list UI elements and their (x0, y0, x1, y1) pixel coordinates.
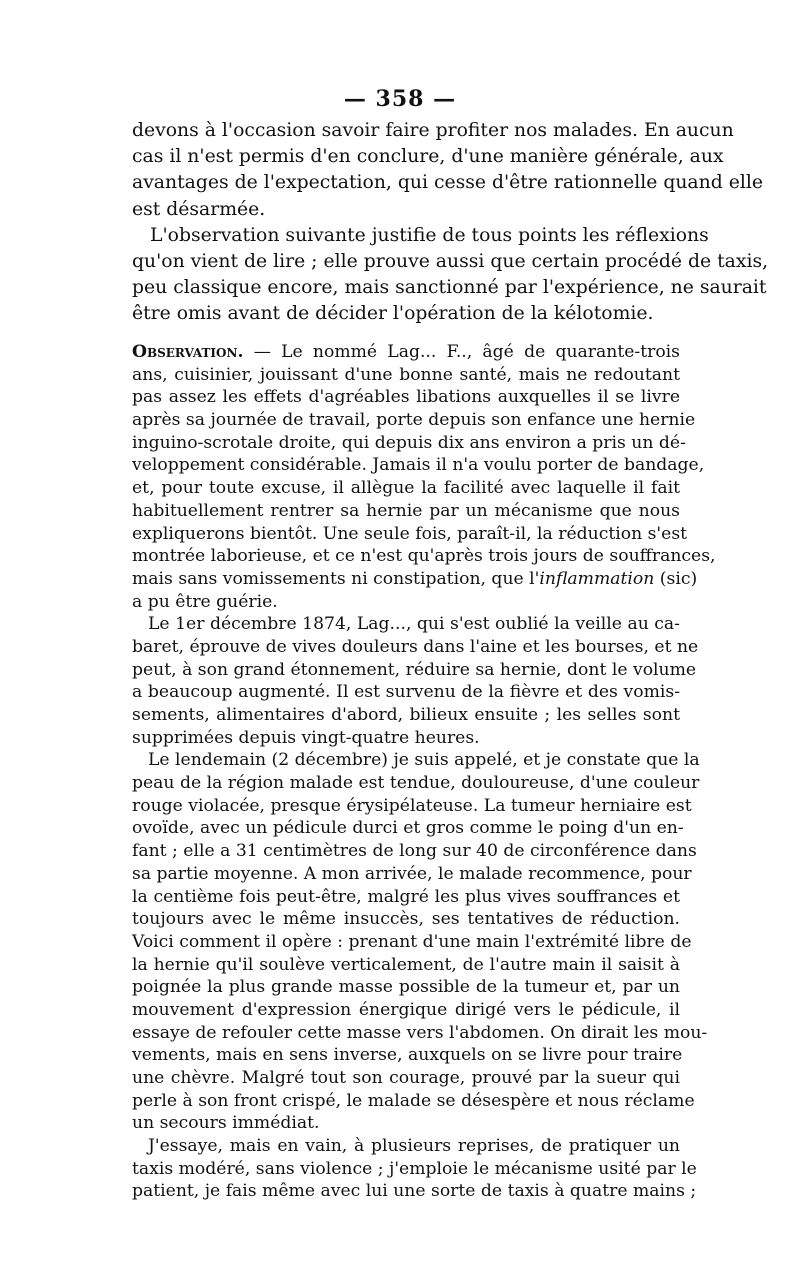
text-line: la hernie qu'il soulève verticalement, de l'autre main il saisit à (132, 954, 680, 975)
observation-paragraphs (132, 341, 716, 1203)
text-line: sa partie moyenne. A mon arrivée, le malade recommence, pour (132, 863, 692, 884)
text-line: ans, cuisinier, jouissant d'une bonne santé, mais ne redoutant (132, 364, 680, 385)
text-line: a beaucoup augmenté. Il est survenu de la fièvre et des vomis- (132, 682, 680, 703)
text-line: mouvement d'expression énergique dirigé vers le pédicule, il (132, 999, 680, 1020)
inflammation-line-end: (sic) (654, 568, 698, 589)
text-line: J'essaye, mais en vain, à plusieurs reprises, de pratiquer un (148, 1136, 680, 1157)
text-line: être omis avant de décider l'opération de la kélotomie. (132, 303, 654, 325)
text-line: a pu être guérie. (132, 591, 278, 612)
text-line: peut, à son grand étonnement, réduire sa hernie, dont le volume (132, 659, 697, 680)
text-line: vements, mais en sens inverse, auxquels on se livre pour traire (132, 1045, 683, 1066)
text-line: rouge violacée, presque érysipélateuse. La tumeur herniaire est (132, 795, 692, 816)
text-line: et, pour toute excuse, il allègue la facilité avec laquelle il fait (132, 478, 680, 499)
text-line: inguino-scrotale droite, qui depuis dix ans environ a pris un dé- (132, 432, 686, 453)
text-line: supprimées depuis vingt-quatre heures. (132, 727, 480, 748)
text-line: taxis modéré, sans violence ; j'emploie le mécanisme usité par le (132, 1158, 697, 1179)
text-line: qu'on vient de lire ; elle prouve aussi que certain procédé de taxis, (132, 250, 769, 272)
text-line: L'observation suivante justifie de tous points les réflexions (150, 224, 709, 246)
text-line: perle à son front crispé, le malade se désespère et nous réclame (132, 1090, 695, 1111)
text-line: poignée la plus grande masse possible de la tumeur et, par un (132, 977, 680, 998)
observation-first-line-text: — Le nommé Lag... F.., âgé de quarante-trois (243, 342, 680, 362)
text-line: ovoïde, avec un pédicule durci et gros comme le poing d'un en- (132, 818, 684, 839)
page-number: — 358 — (343, 86, 457, 112)
observation-heading: Observation. (132, 342, 244, 362)
text-line: essaye de refouler cette masse vers l'abdomen. On dirait les mou- (132, 1022, 708, 1043)
text-line: baret, éprouve de vives douleurs dans l'aine et les bourses, et ne (132, 636, 699, 657)
inflammation-line (132, 568, 698, 591)
text-line: expliquerons bientôt. Une seule fois, paraît-il, la réduction s'est (132, 523, 688, 544)
observation-first-line (132, 341, 680, 364)
text-line: la centième fois peut-être, malgré les plus vives souffrances et (132, 886, 680, 907)
text-line: Le lendemain (2 décembre) je suis appelé, et je constate que la (148, 750, 700, 771)
text-line: habituellement rentrer sa hernie par un mécanisme que nous (132, 500, 680, 521)
text-line: veloppement considérable. Jamais il n'a voulu porter de bandage, (132, 455, 705, 476)
text-line: avantages de l'expectation, qui cesse d'être rationnelle quand elle (132, 172, 763, 194)
text-line: devons à l'occasion savoir faire profiter nos malades. En aucun (132, 120, 734, 141)
text-line: Le 1er décembre 1874, Lag..., qui s'est oublié la veille au ca- (148, 614, 680, 635)
text-line: pas assez les effets d'agréables libations auxquelles il se livre (132, 387, 680, 408)
text-line: sements, alimentaires d'abord, bilieux ensuite ; les selles sont (132, 705, 680, 725)
inflammation-line-start: mais sans vomissements ni constipation, que l' (132, 568, 540, 589)
text-line: une chèvre. Malgré tout son courage, prouvé par la sueur qui (132, 1068, 680, 1088)
text-line: fant ; elle a 31 centimètres de long sur 40 de circonférence dans (132, 841, 697, 862)
text-line: Voici comment il opère : prenant d'une main l'extrémité libre de (132, 931, 692, 952)
text-line: peau de la région malade est tendue, douloureuse, d'une couleur (132, 773, 700, 794)
intro-paragraphs (132, 118, 769, 328)
text-line: un secours immédiat. (132, 1113, 320, 1134)
text-line: toujours avec le même insuccès, ses tentatives de réduction. (132, 909, 680, 930)
text-line: après sa journée de travail, porte depuis son enfance une hernie (132, 410, 696, 431)
text-line: montrée laborieuse, et ce n'est qu'après trois jours de souffrances, (132, 546, 716, 567)
text-line: est désarmée. (132, 198, 266, 220)
text-line: peu classique encore, mais sanctionné par l'expérience, ne saurait (132, 277, 767, 299)
text-line: patient, je fais même avec lui une sorte de taxis à quatre mains ; (132, 1181, 697, 1202)
inflammation-word: inflammation (539, 568, 655, 589)
text-line: cas il n'est permis d'en conclure, d'une manière générale, aux (132, 146, 724, 168)
